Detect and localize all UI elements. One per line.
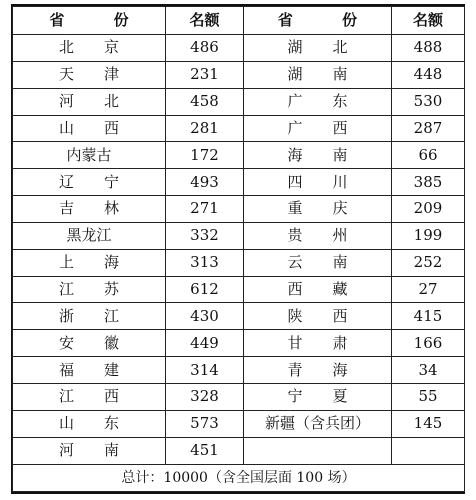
table-row [13,276,465,303]
province-cell: 甘肃 [244,330,392,357]
province-cell: 海南 [244,142,392,169]
quota-cell: 55 [392,383,465,410]
province-cell: 四川 [244,169,392,196]
quota-cell: 199 [392,222,465,249]
province-cell [244,437,392,464]
quota-table-frame [11,4,465,494]
province-cell: 新疆（含兵团） [244,410,392,437]
table-row [13,61,465,88]
table-row [13,437,465,464]
quota-cell: 451 [166,437,244,464]
quota-cell: 449 [166,330,244,357]
province-cell: 山东 [13,410,166,437]
province-cell: 青海 [244,357,392,384]
table-row [13,196,465,223]
quota-table [12,6,465,492]
province-cell: 广东 [244,88,392,115]
province-cell: 北京 [13,35,166,62]
quota-cell: 172 [166,142,244,169]
total-row [13,464,465,492]
quota-cell: 287 [392,115,465,142]
quota-cell: 145 [392,410,465,437]
quota-cell: 530 [392,88,465,115]
table-row [13,35,465,62]
quota-cell: 271 [166,196,244,223]
table-row [13,249,465,276]
quota-cell: 66 [392,142,465,169]
province-cell: 吉林 [13,196,166,223]
table-row [13,330,465,357]
province-cell: 辽宁 [13,169,166,196]
table-row [13,357,465,384]
province-cell: 安徽 [13,330,166,357]
quota-cell: 209 [392,196,465,223]
quota-cell: 166 [392,330,465,357]
province-cell: 天津 [13,61,166,88]
quota-cell: 573 [166,410,244,437]
table-row [13,383,465,410]
quota-cell: 34 [392,357,465,384]
province-cell: 陕西 [244,303,392,330]
province-cell: 宁夏 [244,383,392,410]
province-cell: 山西 [13,115,166,142]
table-body [13,35,465,492]
province-cell: 河南 [13,437,166,464]
table-row [13,169,465,196]
table-row [13,303,465,330]
province-cell: 湖南 [244,61,392,88]
province-cell: 江西 [13,383,166,410]
header-quota-left: 名额 [166,7,244,35]
quota-cell: 493 [166,169,244,196]
quota-cell: 430 [166,303,244,330]
total-cell: 总计：10000（含全国层面 100 场） [13,464,465,492]
quota-cell: 252 [392,249,465,276]
table-row [13,88,465,115]
province-cell: 黑龙江 [13,222,166,249]
quota-cell: 612 [166,276,244,303]
table-row [13,115,465,142]
header-province-right: 省 份 [244,7,392,35]
table-row [13,222,465,249]
province-cell: 湖北 [244,35,392,62]
quota-cell: 458 [166,88,244,115]
province-cell: 贵州 [244,222,392,249]
province-cell: 福建 [13,357,166,384]
province-cell: 江苏 [13,276,166,303]
quota-cell: 332 [166,222,244,249]
table-row [13,142,465,169]
quota-cell: 385 [392,169,465,196]
province-cell: 上海 [13,249,166,276]
quota-cell: 27 [392,276,465,303]
province-cell: 内蒙古 [13,142,166,169]
table-row [13,410,465,437]
quota-cell: 486 [166,35,244,62]
province-cell: 河北 [13,88,166,115]
quota-cell: 328 [166,383,244,410]
header-province-left: 省 份 [13,7,166,35]
quota-cell: 313 [166,249,244,276]
quota-cell: 314 [166,357,244,384]
province-cell: 云南 [244,249,392,276]
province-cell: 浙江 [13,303,166,330]
quota-cell: 231 [166,61,244,88]
province-cell: 重庆 [244,196,392,223]
quota-cell [392,437,465,464]
province-cell: 广西 [244,115,392,142]
quota-cell: 415 [392,303,465,330]
table-header-row [13,7,465,35]
quota-cell: 488 [392,35,465,62]
header-quota-right: 名额 [392,7,465,35]
quota-cell: 448 [392,61,465,88]
quota-cell: 281 [166,115,244,142]
province-cell: 西藏 [244,276,392,303]
